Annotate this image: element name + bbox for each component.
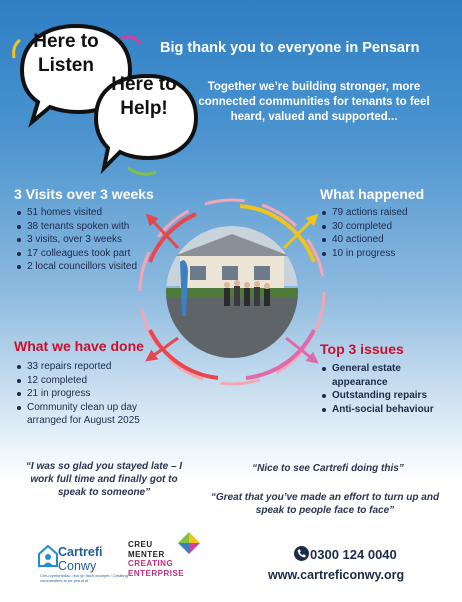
list-item: 12 completed (16, 374, 166, 388)
community-photo (166, 226, 298, 358)
page-subheading: Together we’re building stronger, more connected communities for tenants to feel heard, valued and supported... (198, 81, 430, 123)
visits-title: 3 Visits over 3 weeks (14, 186, 154, 202)
quote-stayed-late: “I was so glad you stayed late – I work full time and finally got to speak to someone” (25, 461, 183, 498)
list-item: Outstanding repairs (321, 389, 451, 403)
done-title: What we have done (14, 338, 144, 354)
happened-list (321, 206, 451, 260)
phone-icon (294, 546, 309, 561)
list-item: 17 colleagues took part (16, 247, 166, 261)
list-item: 10 in progress (321, 247, 451, 261)
bubble-left-text: Here to Listen (33, 31, 99, 76)
cartrefi-house-logo-icon (38, 544, 58, 568)
quote-nice-to-see: “Nice to see Cartrefi doing this” (252, 463, 404, 474)
phone-number[interactable]: 0300 124 0040 (310, 547, 397, 562)
page-headline: Big thank you to everyone in Pensarn (160, 40, 420, 56)
list-item: 38 tenants spoken with (16, 220, 166, 234)
list-item: 51 homes visited (16, 206, 166, 220)
issues-list (321, 362, 451, 416)
list-item: 40 actioned (321, 233, 451, 247)
list-item: 30 completed (321, 220, 451, 234)
list-item: Community clean up day arranged for August 2025 (16, 401, 166, 428)
creu-menter-logo-text: CREU MENTER CREATING ENTERPRISE (128, 540, 185, 578)
list-item: General estate appearance (321, 362, 451, 389)
list-item: 3 visits, over 3 weeks (16, 233, 166, 247)
issues-title: Top 3 issues (320, 341, 404, 357)
bubble-right-text: Here to Help! (111, 74, 177, 119)
list-item: 79 actions raised (321, 206, 451, 220)
cartrefi-logo-name: Cartrefi Conwy (58, 545, 103, 573)
done-list (16, 360, 166, 428)
list-item: 33 repairs reported (16, 360, 166, 374)
list-item: 2 local councillors visited (16, 260, 166, 274)
happened-title: What happened (320, 186, 425, 202)
list-item: Anti-social behaviour (321, 403, 451, 417)
visits-list (16, 206, 166, 274)
quote-face-to-face: “Great that you’ve made an effort to turn up and speak to people face to face” (210, 492, 440, 516)
website-link[interactable]: www.cartreficonwy.org (268, 568, 405, 582)
list-item: 21 in progress (16, 387, 166, 401)
cartrefi-tagline: Creu cymunedau i fod yn falch ohonynt / Creating communities to be proud of (40, 573, 128, 583)
